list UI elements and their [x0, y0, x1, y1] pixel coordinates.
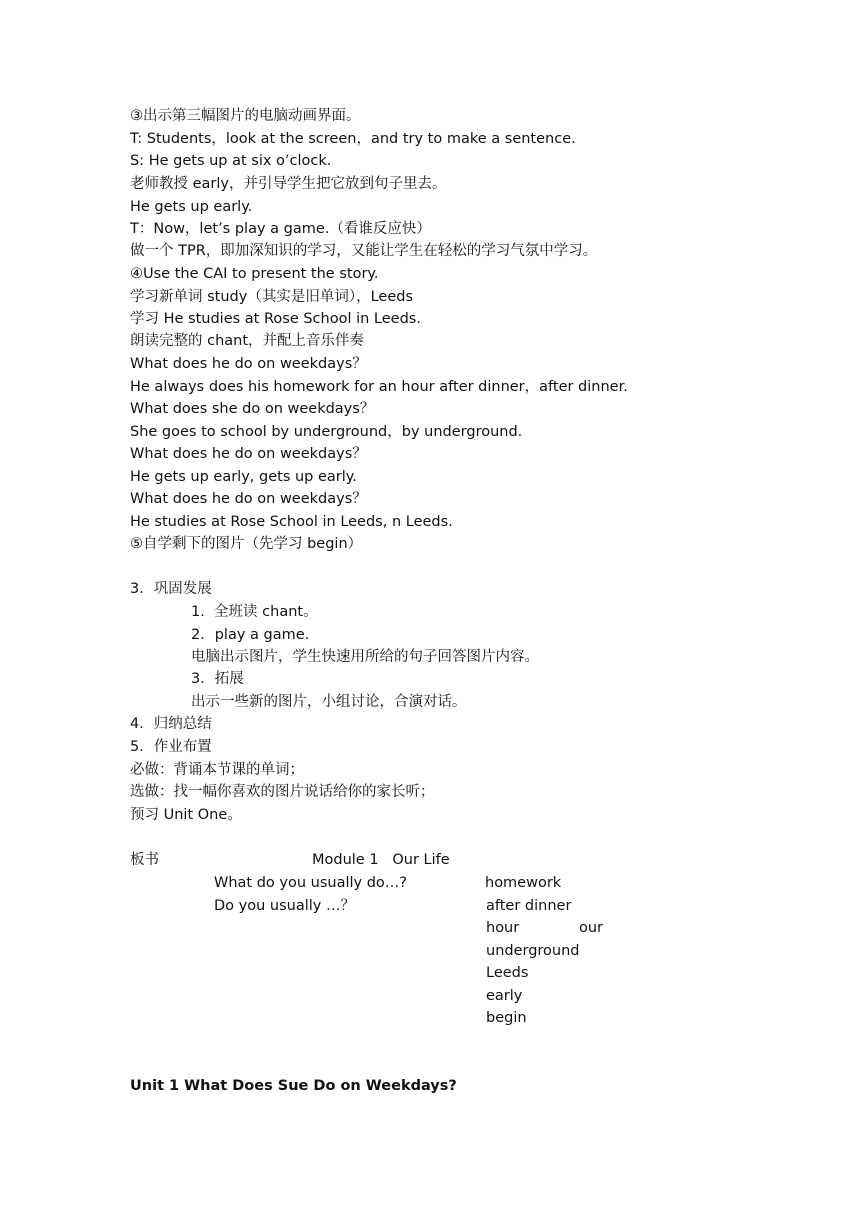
text-line: He always does his homework for an hour after dinner，after dinner. — [130, 379, 628, 395]
text-line: 朗读完整的 chant，并配上音乐伴奏 — [130, 333, 365, 349]
board-word: early — [486, 988, 523, 1004]
board-word: underground — [486, 943, 580, 959]
section-3-item-2-desc: 电脑出示图片，学生快速用所给的句子回答图片内容。 — [191, 649, 539, 665]
text-line: What does he do on weekdays？ — [130, 446, 367, 462]
text-line: She goes to school by underground，by underground. — [130, 424, 523, 440]
board-word: our — [579, 920, 604, 936]
section-3-heading: 3．巩固发展 — [130, 581, 212, 597]
board-word: Leeds — [486, 965, 529, 981]
section-3-item-1: 1. 全班读 chant。 — [191, 604, 318, 620]
homework-optional: 选做：找一幅你喜欢的图片说话给你的家长听； — [130, 784, 435, 800]
board-word: homework — [485, 875, 562, 891]
section-3-item-3-desc: 出示一些新的图片，小组讨论，合演对话。 — [191, 694, 467, 710]
board-word: after dinner — [486, 898, 572, 914]
board-question-1: What do you usually do…? — [214, 875, 407, 891]
text-line: 学习 He studies at Rose School in Leeds. — [130, 311, 421, 327]
text-line: 做一个 TPR，即加深知识的学习，又能让学生在轻松的学习气氛中学习。 — [130, 243, 598, 259]
text-line: T：Now，let’s play a game.（看谁反应快） — [130, 221, 431, 237]
text-line: 老师教授 early，并引导学生把它放到句子里去。 — [130, 176, 447, 192]
board-title: Module 1 Our Life — [312, 852, 450, 868]
section-3-item-3: 3．拓展 — [191, 671, 244, 687]
section-5-heading: 5．作业布置 — [130, 739, 212, 755]
board-word: hour — [486, 920, 520, 936]
board-question-2: Do you usually …？ — [214, 898, 355, 914]
text-line: ⑤自学剩下的图片（先学习 begin） — [130, 536, 363, 552]
text-line: ④Use the CAI to present the story. — [130, 266, 379, 282]
homework-required: 必做：背诵本节课的单词； — [130, 762, 304, 778]
text-line: T: Students，look at the screen，and try to make a sentence. — [130, 131, 576, 147]
board-label: 板书 — [130, 852, 159, 868]
unit-title: Unit 1 What Does Sue Do on Weekdays? — [130, 1078, 457, 1094]
board-word: begin — [486, 1010, 527, 1026]
text-line: What does he do on weekdays？ — [130, 491, 367, 507]
section-3-item-2: 2．play a game. — [191, 627, 310, 643]
homework-preview: 预习 Unit One。 — [130, 807, 242, 823]
text-line: What does she do on weekdays？ — [130, 401, 375, 417]
text-line: He gets up early, gets up early. — [130, 469, 357, 485]
text-line: What does he do on weekdays？ — [130, 356, 367, 372]
text-line: 学习新单词 study（其实是旧单词），Leeds — [130, 289, 413, 305]
text-line: ③出示第三幅图片的电脑动画界面。 — [130, 108, 361, 124]
text-line: He gets up early. — [130, 199, 253, 215]
text-line: S: He gets up at six o’clock. — [130, 153, 332, 169]
text-line: He studies at Rose School in Leeds, n Leeds. — [130, 514, 453, 530]
section-4-heading: 4．归纳总结 — [130, 716, 212, 732]
